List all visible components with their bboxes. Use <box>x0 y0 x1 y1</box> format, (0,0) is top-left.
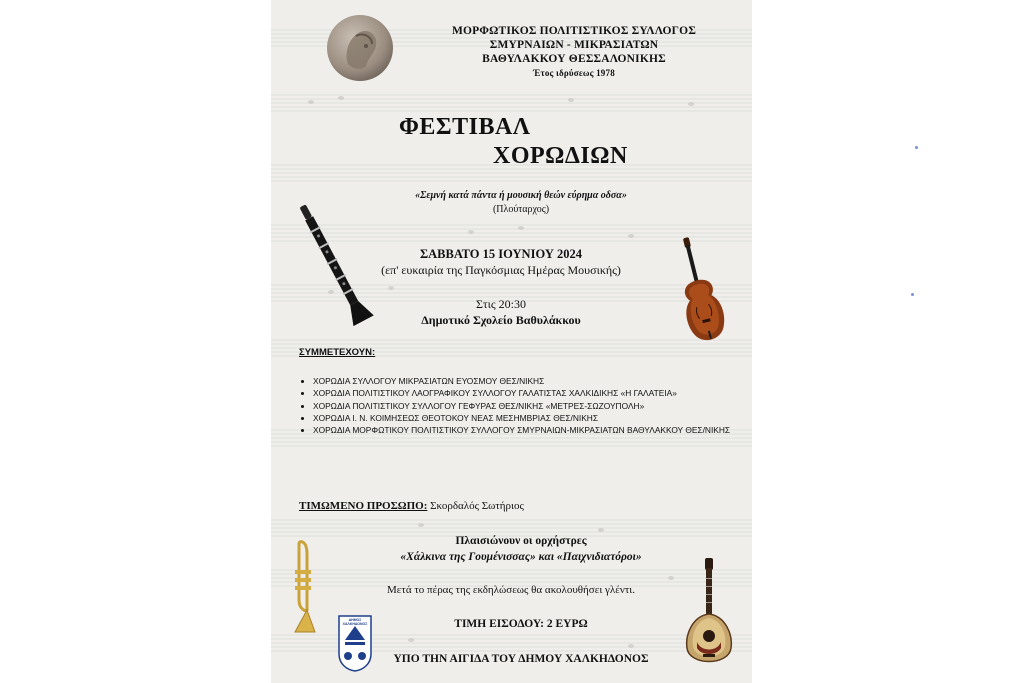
list-item: • ΧΟΡΩΔΙΑ ΠΟΛΙΤΙΣΤΙΚΟΥ ΣΥΛΛΟΓΟΥ ΓΕΦΥΡΑΣ ΘΕΣ/ΝΙΚΗΣ «ΜΕΤΡΕΣ-ΣΩΖΟΥΠΟΛΗ» <box>313 400 743 412</box>
stray-dot <box>911 293 914 296</box>
event-time: Στις 20:30 <box>476 297 526 311</box>
list-item: • ΧΟΡΩΔΙΑ Ι. Ν. ΚΟΙΜΗΣΕΩΣ ΘΕΟΤΟΚΟΥ ΝΕΑΣ ΜΕΣΗΜΒΡΙΑΣ ΘΕΣ/ΝΙΚΗΣ <box>313 412 743 424</box>
quote-author: (Πλούταρχος) <box>492 204 550 215</box>
festival-title-line-1: ΦΕΣΤΙΒΑΛ <box>399 114 531 140</box>
crest-text: ΔΗΜΟΣ ΧΑΛΚΗΔΟΝΟΣ <box>342 618 368 626</box>
festival-title-line-2: ΧΟΡΩΔΙΩΝ <box>493 143 628 169</box>
after-party-note: Μετά το πέρας της εκδηλώσεως θα ακολουθήσει γλέντι. <box>387 584 635 596</box>
orchestras-intro: Πλαισιώνουν οι ορχήστρες <box>455 535 587 547</box>
list-item: • ΧΟΡΩΔΙΑ ΜΟΡΦΩΤΙΚΟΥ ΠΟΛΙΤΙΣΤΙΚΟΥ ΣΥΛΛΟΓΟΥ ΣΜΥΡΝΑΙΩΝ-ΜΙΚΡΑΣΙΑΤΩΝ ΒΑΘΥΛΑΚΚΟΥ ΘΕΣ/ΝΙΚΗΣ <box>313 424 743 436</box>
entry-price: ΤΙΜΗ ΕΙΣΟΔΟΥ: 2 ΕΥΡΩ <box>454 618 588 630</box>
participants-heading: ΣΥΜΜΕΤΕΧΟΥΝ: <box>299 347 376 358</box>
event-venue: Δημοτικό Σχολείο Βαθυλάκκου <box>421 313 581 327</box>
mandolin-image <box>681 556 737 676</box>
event-date: ΣΑΒΒΑΤΟ 15 ΙΟΥΝΙΟΥ 2024 <box>419 247 582 261</box>
trumpet-image <box>287 540 321 636</box>
honored-person <box>299 500 729 512</box>
founding-year: Έτος ιδρύσεως 1978 <box>533 68 615 78</box>
association-header <box>419 24 729 80</box>
honored-label: ΤΙΜΩΜΕΝΟ ΠΡΟΣΩΠΟ: <box>299 500 428 512</box>
choir-list <box>299 375 743 436</box>
honored-name: Σκορδαλός Σωτήριος <box>430 500 524 512</box>
stray-dot <box>915 146 918 149</box>
staff <box>271 520 752 536</box>
association-name-line-2: ΣΜΥΡΝΑΙΩΝ - ΜΙΚΡΑΣΙΑΤΩΝ <box>489 39 659 51</box>
association-name-line-3: ΒΑΘΥΛΑΚΚΟΥ ΘΕΣΣΑΛΟΝΙΚΗΣ <box>482 53 666 65</box>
association-name-line-1: ΜΟΡΦΩΤΙΚΟΣ ΠΟΛΙΤΙΣΤΙΚΟΣ ΣΥΛΛΟΓΟΣ <box>451 25 697 37</box>
festival-poster <box>271 0 752 683</box>
event-occasion: (επ' ευκαιρία της Παγκόσμιας Ημέρας Μουσικής) <box>381 263 621 277</box>
quote-text: «Σεμνή κατά πάντα ή μουσική θεών εύρημα οδσα» <box>415 190 627 201</box>
list-item: • ΧΟΡΩΔΙΑ ΠΟΛΙΤΙΣΤΙΚΟΥ ΛΑΟΓΡΑΦΙΚΟΥ ΣΥΛΛΟΓΟΥ ΓΑΛΑΤΙΣΤΑΣ ΧΑΛΚΙΔΙΚΗΣ «Η ΓΑΛΑΤΕΙΑ» <box>313 387 743 399</box>
orchestras-names: «Χάλκινα της Γουμένισσας» και «Παιχνιδιατόροι» <box>400 551 642 563</box>
auspices-line: ΥΠΟ ΤΗΝ ΑΙΓΙΔΑ ΤΟΥ ΔΗΜΟΥ ΧΑΛΚΗΔΟΝΟΣ <box>393 653 649 665</box>
list-item: • ΧΟΡΩΔΙΑ ΣΥΛΛΟΓΟΥ ΜΙΚΡΑΣΙΑΤΩΝ ΕΥΟΣΜΟΥ ΘΕΣ/ΝΙΚΗΣ <box>313 375 743 387</box>
ancient-coin-image <box>326 14 394 82</box>
violin-image <box>665 234 735 356</box>
